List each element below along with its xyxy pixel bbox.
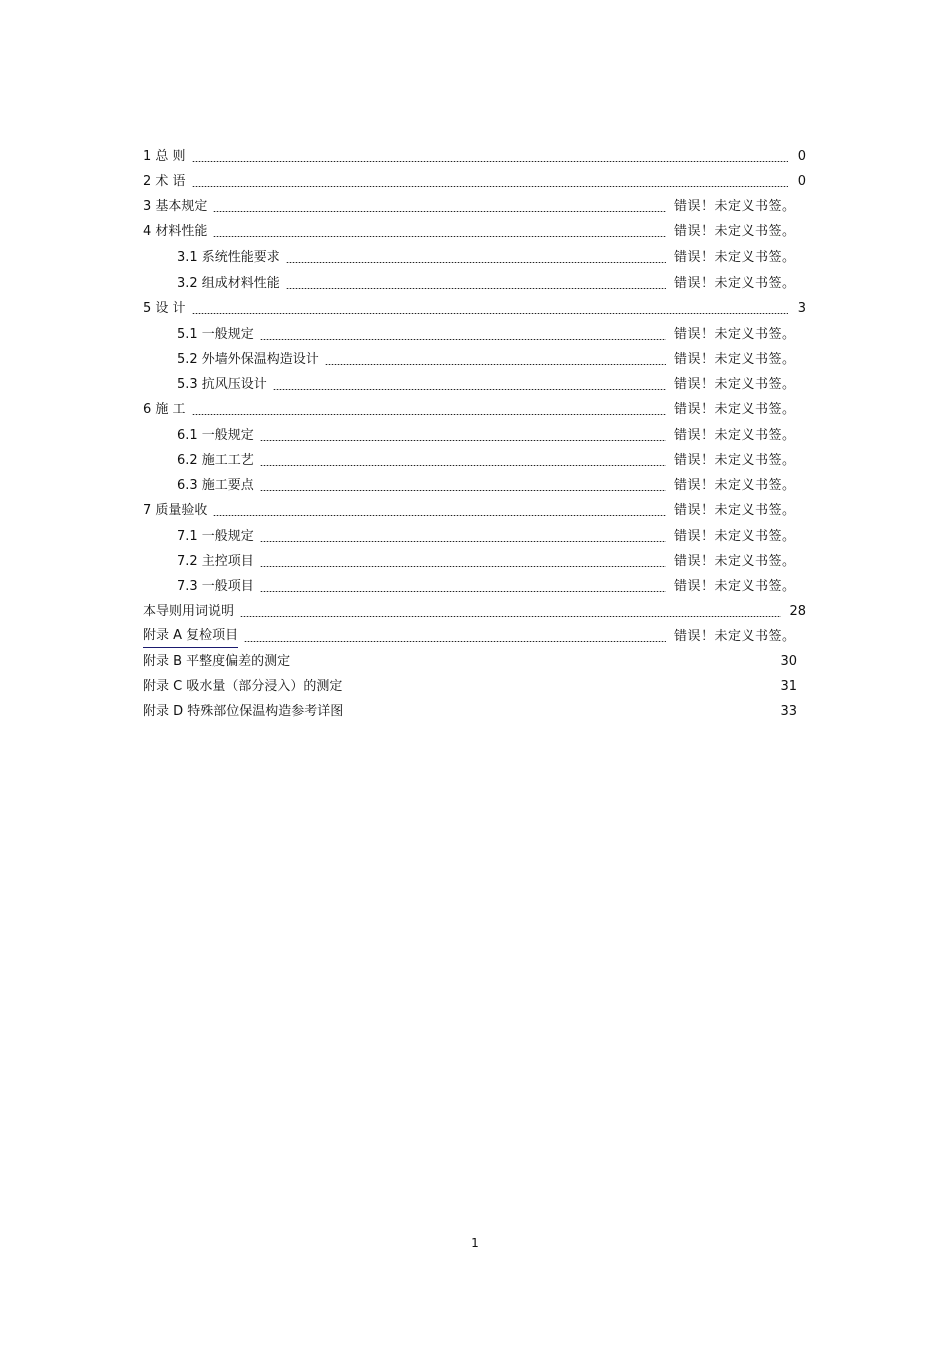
toc-entry-label: 5.3 抗风压设计 (177, 377, 267, 392)
toc-entry-page: 错误！未定义书签。 (674, 199, 796, 214)
dot-leader (260, 440, 666, 441)
toc-entry-5-3[interactable] (143, 371, 806, 396)
toc-entry-page: 错误！未定义书签。 (674, 377, 796, 392)
toc-entry-page: 错误！未定义书签。 (674, 453, 796, 468)
toc-entry-label: 5.1 一般规定 (177, 327, 254, 342)
dot-leader (325, 364, 666, 365)
toc-entry-label: 6 施 工 (143, 402, 186, 417)
toc-entry-page: 错误！未定义书签。 (674, 554, 796, 569)
dot-leader (286, 262, 666, 263)
toc-entry-page: 30 (780, 654, 797, 669)
toc-entry-page: 错误！未定义书签。 (674, 276, 796, 291)
toc-entry-7-2[interactable] (143, 548, 806, 573)
toc-entry-page: 错误！未定义书签。 (674, 352, 796, 367)
toc-entry-page: 错误！未定义书签。 (674, 503, 796, 518)
toc-entry-page: 错误！未定义书签。 (674, 478, 796, 493)
toc-entry-5-1[interactable] (143, 320, 806, 346)
toc-entry-page: 3 (797, 301, 806, 316)
dot-leader (273, 389, 666, 390)
toc-entry-7-1[interactable] (143, 522, 806, 548)
toc-entry-label: 7 质量验收 (143, 503, 208, 518)
dot-leader (260, 566, 666, 567)
toc-entry-label: 1 总 则 (143, 149, 186, 164)
toc-entry-page: 错误！未定义书签。 (674, 529, 796, 544)
toc-entry-label: 6.2 施工工艺 (177, 453, 254, 468)
toc-entry-page: 31 (780, 679, 797, 694)
toc-entry-1[interactable] (143, 143, 806, 168)
toc-entry-appendix-c[interactable] (143, 673, 806, 698)
dot-leader (213, 211, 666, 212)
toc-entry-label: 附录 B 平整度偏差的测定 (143, 654, 291, 669)
toc-entry-page: 错误！未定义书签。 (674, 428, 796, 443)
toc-entry-3-1[interactable] (143, 243, 806, 269)
toc-entry-page: 错误！未定义书签。 (674, 250, 796, 265)
toc-entry-4[interactable] (143, 218, 806, 243)
toc-entry-label: 本导则用词说明 (143, 604, 235, 619)
dot-leader (260, 465, 666, 466)
toc-entry-label: 4 材料性能 (143, 224, 208, 239)
toc-entry-page: 0 (797, 149, 806, 164)
toc-entry-page: 错误！未定义书签。 (674, 327, 796, 342)
toc-entry-6-2[interactable] (143, 447, 806, 472)
toc-entry-label: 7.3 一般项目 (177, 579, 254, 594)
dot-leader (286, 288, 666, 289)
dot-leader (192, 161, 788, 162)
page-number: 1 (471, 1236, 479, 1250)
dot-leader (260, 339, 666, 340)
toc-entry-label: 2 术 语 (143, 174, 186, 189)
toc-entry-page: 28 (789, 604, 806, 619)
toc-entry-label: 6.3 施工要点 (177, 478, 254, 493)
dot-leader (213, 515, 666, 516)
toc-entry-3-2[interactable] (143, 269, 806, 295)
dot-leader (260, 541, 666, 542)
dot-leader (192, 313, 788, 314)
toc-entry-7[interactable] (143, 497, 806, 522)
toc-entry-5[interactable] (143, 295, 806, 320)
toc-entry-label: 7.2 主控项目 (177, 554, 254, 569)
toc-entry-label: 3 基本规定 (143, 199, 208, 214)
toc-entry-label: 6.1 一般规定 (177, 428, 254, 443)
toc-entry-page: 错误！未定义书签。 (674, 402, 796, 417)
dot-leader (260, 591, 666, 592)
toc-entry-label: 附录 D 特殊部位保温构造参考详图 (143, 704, 344, 719)
toc-entry-page: 33 (780, 704, 797, 719)
toc-entry-appendix-d[interactable] (143, 698, 806, 723)
toc-entry-3[interactable] (143, 193, 806, 218)
toc-entry-label: 3.1 系统性能要求 (177, 250, 280, 265)
toc-entry-2[interactable] (143, 168, 806, 193)
toc-entry-6-1[interactable] (143, 421, 806, 447)
toc-entry-appendix-b[interactable] (143, 648, 806, 673)
dot-leader (213, 236, 666, 237)
table-of-contents (143, 143, 806, 723)
toc-entry-label: 3.2 组成材料性能 (177, 276, 280, 291)
toc-entry-appendix-a[interactable] (143, 623, 806, 648)
dot-leader (244, 641, 666, 642)
toc-entry-6-3[interactable] (143, 472, 806, 497)
toc-entry-page: 错误！未定义书签。 (674, 579, 796, 594)
toc-entry-label: 5.2 外墙外保温构造设计 (177, 352, 319, 367)
toc-entry-page: 错误！未定义书签。 (674, 224, 796, 239)
dot-leader (192, 186, 788, 187)
toc-entry-page: 0 (797, 174, 806, 189)
dot-leader (240, 616, 781, 617)
dot-leader (260, 490, 666, 491)
toc-entry-label: 附录 C 吸水量（部分浸入）的测定 (143, 679, 343, 694)
toc-entry-label: 7.1 一般规定 (177, 529, 254, 544)
dot-leader (192, 414, 666, 415)
toc-entry-terminology[interactable] (143, 598, 806, 623)
toc-entry-5-2[interactable] (143, 346, 806, 371)
toc-entry-page: 错误！未定义书签。 (674, 629, 796, 644)
toc-entry-label: 5 设 计 (143, 301, 186, 316)
toc-entry-label-link[interactable]: 附录 A 复检项目 (143, 625, 238, 648)
toc-entry-6[interactable] (143, 396, 806, 421)
toc-entry-7-3[interactable] (143, 573, 806, 598)
